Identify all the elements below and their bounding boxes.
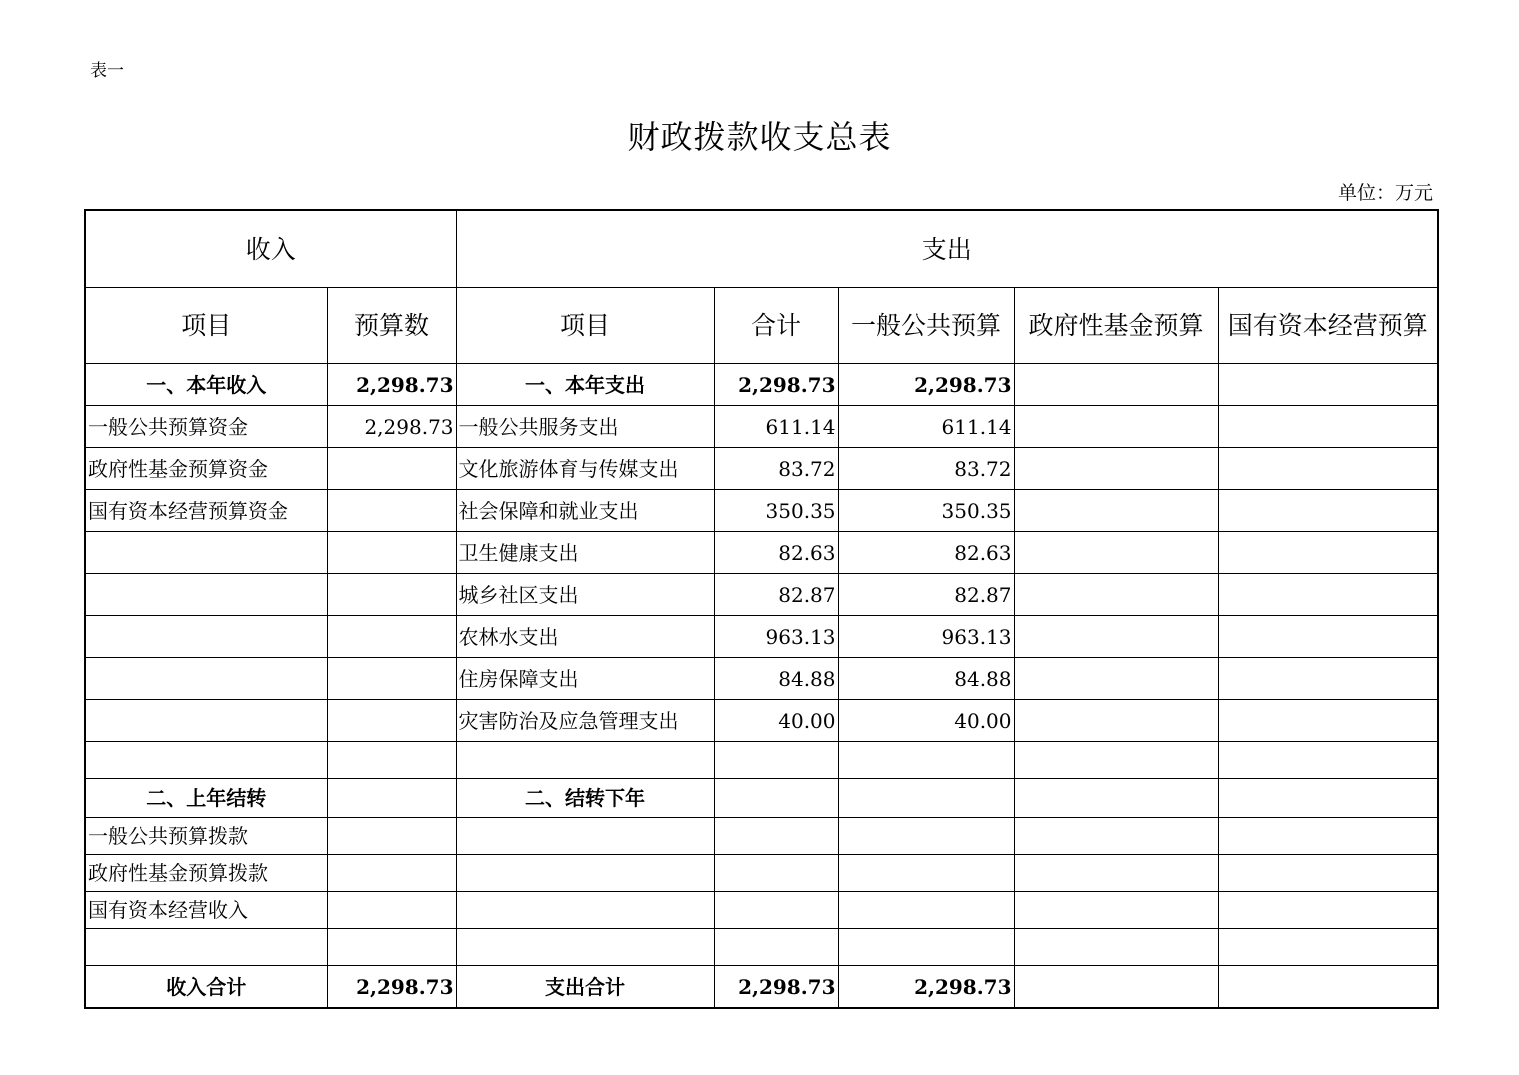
table-row <box>85 658 1438 700</box>
expense-item-cell: 一般公共服务支出 <box>456 406 714 448</box>
table-row <box>85 406 1438 448</box>
gov-fund-cell <box>1014 364 1218 406</box>
income-value-cell <box>327 742 456 779</box>
income-value-cell <box>327 700 456 742</box>
state-capital-cell <box>1218 406 1438 448</box>
general-public-cell <box>838 929 1014 966</box>
state-capital-cell <box>1218 892 1438 929</box>
state-capital-cell <box>1218 616 1438 658</box>
total-cell: 963.13 <box>714 616 838 658</box>
header-row-group <box>85 210 1438 288</box>
total-cell: 2,298.73 <box>714 966 838 1009</box>
table-row <box>85 779 1438 818</box>
expense-item-cell: 灾害防治及应急管理支出 <box>456 700 714 742</box>
income-value-cell <box>327 490 456 532</box>
general-public-cell: 963.13 <box>838 616 1014 658</box>
gov-fund-cell <box>1014 779 1218 818</box>
table-row <box>85 532 1438 574</box>
income-total-label: 收入合计 <box>85 966 327 1009</box>
income-value-cell <box>327 855 456 892</box>
total-cell <box>714 892 838 929</box>
gov-fund-cell <box>1014 532 1218 574</box>
income-item-cell: 国有资本经营收入 <box>85 892 327 929</box>
expense-item-cell <box>456 742 714 779</box>
total-cell <box>714 779 838 818</box>
income-group-header: 收入 <box>85 210 456 288</box>
expense-item-cell: 城乡社区支出 <box>456 574 714 616</box>
income-total-value: 2,298.73 <box>327 966 456 1009</box>
gov-fund-cell <box>1014 818 1218 855</box>
header-row-columns <box>85 288 1438 364</box>
state-capital-cell <box>1218 742 1438 779</box>
gov-fund-cell <box>1014 448 1218 490</box>
income-item-cell: 二、上年结转 <box>85 779 327 818</box>
state-capital-cell <box>1218 966 1438 1009</box>
expense-item-cell: 社会保障和就业支出 <box>456 490 714 532</box>
income-item-cell: 政府性基金预算资金 <box>85 448 327 490</box>
expense-item-cell: 农林水支出 <box>456 616 714 658</box>
general-public-cell: 2,298.73 <box>838 966 1014 1009</box>
col-total: 合计 <box>714 288 838 364</box>
state-capital-cell <box>1218 364 1438 406</box>
income-value-cell <box>327 779 456 818</box>
table-row <box>85 700 1438 742</box>
table-row <box>85 574 1438 616</box>
table-row <box>85 616 1438 658</box>
expense-item-cell: 文化旅游体育与传媒支出 <box>456 448 714 490</box>
income-value-cell <box>327 574 456 616</box>
page-title: 财政拨款收支总表 <box>627 118 892 156</box>
gov-fund-cell <box>1014 574 1218 616</box>
general-public-cell <box>838 855 1014 892</box>
income-item-cell <box>85 929 327 966</box>
unit-label: 单位：万元 <box>1337 182 1433 204</box>
state-capital-cell <box>1218 779 1438 818</box>
col-income-item: 项目 <box>85 288 327 364</box>
general-public-cell: 40.00 <box>838 700 1014 742</box>
total-cell: 2,298.73 <box>714 364 838 406</box>
table-row <box>85 742 1438 779</box>
income-item-cell <box>85 658 327 700</box>
income-value-cell <box>327 658 456 700</box>
gov-fund-cell <box>1014 700 1218 742</box>
expense-item-cell: 卫生健康支出 <box>456 532 714 574</box>
total-cell: 350.35 <box>714 490 838 532</box>
general-public-cell: 611.14 <box>838 406 1014 448</box>
total-cell <box>714 818 838 855</box>
table-row <box>85 364 1438 406</box>
income-item-cell <box>85 574 327 616</box>
table-number-label: 表一 <box>90 61 124 81</box>
table-row <box>85 855 1438 892</box>
income-item-cell: 一般公共预算资金 <box>85 406 327 448</box>
total-cell <box>714 929 838 966</box>
table-row <box>85 892 1438 929</box>
income-value-cell <box>327 818 456 855</box>
table-row <box>85 818 1438 855</box>
state-capital-cell <box>1218 658 1438 700</box>
income-value-cell: 2,298.73 <box>327 364 456 406</box>
expense-item-cell <box>456 892 714 929</box>
expense-item-cell <box>456 818 714 855</box>
gov-fund-cell <box>1014 406 1218 448</box>
gov-fund-cell <box>1014 658 1218 700</box>
general-public-cell: 2,298.73 <box>838 364 1014 406</box>
gov-fund-cell <box>1014 616 1218 658</box>
expense-total-label: 支出合计 <box>456 966 714 1009</box>
expense-item-cell: 住房保障支出 <box>456 658 714 700</box>
state-capital-cell <box>1218 448 1438 490</box>
income-item-cell: 一、本年收入 <box>85 364 327 406</box>
table-row <box>85 490 1438 532</box>
gov-fund-cell <box>1014 490 1218 532</box>
income-value-cell <box>327 892 456 929</box>
expense-item-cell: 二、结转下年 <box>456 779 714 818</box>
expense-item-cell <box>456 929 714 966</box>
general-public-cell: 83.72 <box>838 448 1014 490</box>
income-value-cell <box>327 929 456 966</box>
expense-group-header: 支出 <box>456 210 1438 288</box>
total-cell: 40.00 <box>714 700 838 742</box>
income-item-cell: 一般公共预算拨款 <box>85 818 327 855</box>
gov-fund-cell <box>1014 742 1218 779</box>
state-capital-cell <box>1218 490 1438 532</box>
gov-fund-cell <box>1014 892 1218 929</box>
table-row <box>85 448 1438 490</box>
income-value-cell: 2,298.73 <box>327 406 456 448</box>
col-general-public: 一般公共预算 <box>838 288 1014 364</box>
general-public-cell: 350.35 <box>838 490 1014 532</box>
table-row <box>85 929 1438 966</box>
gov-fund-cell <box>1014 855 1218 892</box>
general-public-cell <box>838 892 1014 929</box>
income-value-cell <box>327 448 456 490</box>
expense-item-cell: 一、本年支出 <box>456 364 714 406</box>
income-value-cell <box>327 616 456 658</box>
expense-item-cell <box>456 855 714 892</box>
table-row-total <box>85 966 1438 1009</box>
general-public-cell <box>838 779 1014 818</box>
income-item-cell <box>85 742 327 779</box>
budget-summary-table <box>84 209 1439 1009</box>
general-public-cell: 82.87 <box>838 574 1014 616</box>
income-item-cell <box>85 616 327 658</box>
total-cell <box>714 855 838 892</box>
general-public-cell: 84.88 <box>838 658 1014 700</box>
total-cell: 82.87 <box>714 574 838 616</box>
col-income-budget: 预算数 <box>327 288 456 364</box>
total-cell <box>714 742 838 779</box>
general-public-cell <box>838 818 1014 855</box>
income-item-cell <box>85 532 327 574</box>
income-item-cell <box>85 700 327 742</box>
income-item-cell: 国有资本经营预算资金 <box>85 490 327 532</box>
col-expense-item: 项目 <box>456 288 714 364</box>
state-capital-cell <box>1218 532 1438 574</box>
income-value-cell <box>327 532 456 574</box>
state-capital-cell <box>1218 700 1438 742</box>
total-cell: 82.63 <box>714 532 838 574</box>
state-capital-cell <box>1218 818 1438 855</box>
state-capital-cell <box>1218 574 1438 616</box>
income-item-cell: 政府性基金预算拨款 <box>85 855 327 892</box>
state-capital-cell <box>1218 929 1438 966</box>
col-gov-fund: 政府性基金预算 <box>1014 288 1218 364</box>
general-public-cell: 82.63 <box>838 532 1014 574</box>
total-cell: 83.72 <box>714 448 838 490</box>
gov-fund-cell <box>1014 929 1218 966</box>
general-public-cell <box>838 742 1014 779</box>
total-cell: 84.88 <box>714 658 838 700</box>
total-cell: 611.14 <box>714 406 838 448</box>
state-capital-cell <box>1218 855 1438 892</box>
gov-fund-cell <box>1014 966 1218 1009</box>
col-state-capital: 国有资本经营预算 <box>1218 288 1438 364</box>
